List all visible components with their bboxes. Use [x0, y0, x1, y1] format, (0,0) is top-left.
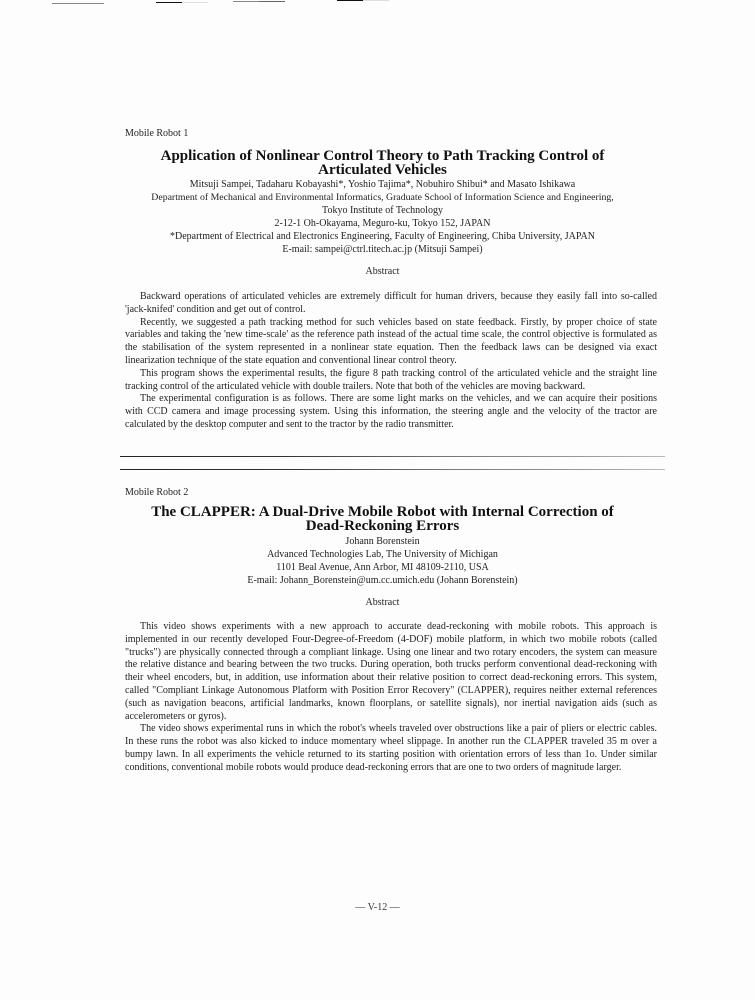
section-label: Mobile Robot 2 — [125, 487, 189, 498]
affiliation-line: 1101 Beal Avenue, Ann Arbor, MI 48109-2110, USA — [276, 562, 489, 573]
affiliation-line: Tokyo Institute of Technology — [322, 205, 443, 216]
abstract-heading: Abstract — [365, 597, 400, 608]
abstract-paragraph: This video shows experiments with a new approach to accurate dead-reckoning with mobile robots. This approach is implemented in our recently developed Four-Degree-of-Freedom (4-DOF) mobile platform, in which two mobile robots (called "trucks") are physically connected through a compliant linkage. Using one linear and two rotary encoders, the system can measure the relative distance and bearing between the two trucks. During operation, both trucks perform conventional dead-reckoning with their wheel encoders, but, in addition, use information about their relative position to correct dead-reckoning errors. This system, called "Compliant Linkage Autonomous Platform with Position Error Recovery" (CLAPPER), requires neither external references (such as navigation beacons, artificial landmarks, known floorplans, or satellite signals), nor inertial navigation aids (such as accelerometers or gyros). — [125, 621, 657, 722]
paper-title-line: Articulated Vehicles — [318, 162, 447, 178]
abstract-paragraph: The experimental configuration is as follows. There are some light marks on the vehicles, and we can acquire their positions with CCD camera and image processing system. Using this information, the steering angle and the velocity of the tractor are calculated by the desktop computer and sent to the tractor by the radio transmitter. — [125, 393, 657, 430]
affiliation-line: Advanced Technologies Lab, The University of Michigan — [267, 549, 498, 560]
abstract-paragraph: This program shows the experimental results, the figure 8 path tracking control of the articulated vehicle and the straight line tracking control of the articulated vehicle with double trailers. Note that both of the vehicles are moving backward. — [125, 367, 657, 392]
section-label: Mobile Robot 1 — [125, 128, 189, 139]
authors: Johann Borenstein — [345, 536, 420, 547]
affiliation-line: *Department of Electrical and Electronics Engineering, Faculty of Engineering, Chiba University, JAPAN — [170, 231, 595, 242]
section-divider — [120, 469, 665, 470]
paper-title-line: Dead-Reckoning Errors — [305, 518, 460, 534]
paper-title-line: The CLAPPER: A Dual-Drive Mobile Robot with Internal Correction of — [151, 504, 614, 520]
abstract-paragraph: Recently, we suggested a path tracking method for such vehicles based on state feedback. Firstly, by proper choice of state variables and taking the 'new time-scale' as the reference path instead of the actual time scale, the control objective is formulated as the stabilisation of the system represented in a nonlinear state equation. Then the feedback laws can be designed via exact linearization technique of the state equation and conventional linear control theory. — [125, 316, 657, 366]
email-line: E-mail: Johann_Borenstein@um.cc.umich.edu (Johann Borenstein) — [247, 575, 518, 586]
abstract-paragraph: Backward operations of articulated vehicles are extremely difficult for human drivers, because they easily fall into so-called 'jack-knifed' condition and get out of control. — [125, 291, 657, 315]
section-divider — [120, 456, 665, 457]
abstract-body — [125, 621, 657, 775]
abstract-heading: Abstract — [365, 266, 400, 277]
scan-artifact-marks — [0, 0, 755, 6]
affiliation-line: 2-12-1 Oh-Okayama, Meguro-ku, Tokyo 152, JAPAN — [274, 218, 491, 229]
authors: Mitsuji Sampei, Tadaharu Kobayashi*, Yoshio Tajima*, Nobuhiro Shibui* and Masato Ishikawa — [189, 179, 576, 190]
email-line: E-mail: sampei@ctrl.titech.ac.jp (Mitsuji Sampei) — [282, 244, 483, 255]
abstract-paragraph: The video shows experimental runs in which the robot's wheels traveled over obstructions like a pair of pliers or electric cables. In these runs the robot was also kicked to induce momentary wheel slippage. In another run the CLAPPER traveled 35 m over a bumpy lawn. In all experiments the vehicle returned to its starting position with orientation errors of less than 1o. Under similar conditions, conventional mobile robots would produce dead-reckoning errors that are one to two orders of magnitude larger. — [125, 723, 657, 773]
affiliation-line: Department of Mechanical and Environmental Informatics, Graduate School of Information Science and Engineering, — [151, 192, 614, 203]
paper-title-line: Application of Nonlinear Control Theory to Path Tracking Control of — [160, 148, 605, 164]
page-number: — V-12 — — [355, 902, 400, 913]
abstract-body — [125, 291, 657, 432]
